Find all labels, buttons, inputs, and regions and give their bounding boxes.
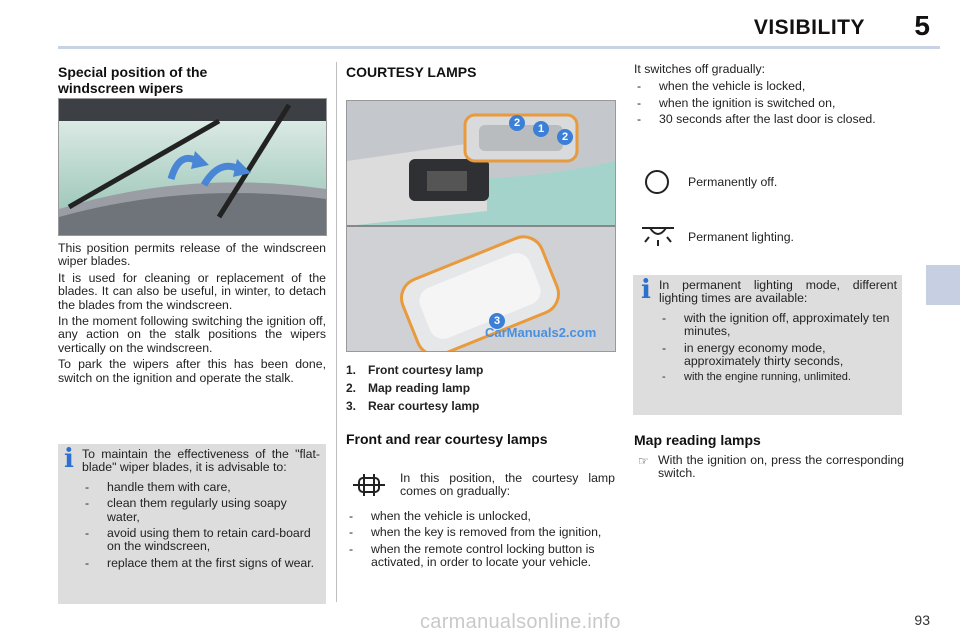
courtesy-lamps-photo (346, 100, 616, 352)
lighting-info-note (633, 275, 902, 415)
map-reading-heading: Map reading lamps (634, 432, 761, 448)
list-item: - when the key is removed from the ignition, (346, 526, 616, 539)
callout-2-right: 2 (557, 129, 573, 145)
site-watermark: carmanualsonline.info (420, 611, 621, 633)
info-icon: i (641, 275, 651, 305)
lamp-legend (346, 363, 606, 417)
list-item: - when the vehicle is locked, (634, 80, 904, 93)
position-description: In this position, the courtesy lamp comes on gradually: (400, 471, 615, 499)
list-item: - clean them regularly using soapy water, (82, 497, 320, 524)
map-reading-instruction (634, 454, 904, 484)
list-item: - avoid using them to retain card-board on the windscreen, (82, 527, 320, 554)
column-divider (336, 62, 337, 602)
note-intro: To maintain the effectiveness of the "flat-blade" wiper blades, it is advisable to: (82, 447, 320, 475)
position-list (346, 510, 616, 573)
wiper-body-text (58, 242, 326, 388)
wiper-section-heading: Special position of the windscreen wipers (58, 64, 208, 96)
chapter-title: VISIBILITY (753, 16, 865, 39)
callout-2-left: 2 (509, 115, 525, 131)
paragraph: To park the wipers after this has been done, switch on the ignition and operate the stalk. (58, 357, 326, 385)
list-item: - with the engine running, unlimited. (659, 371, 897, 384)
wiper-photo (58, 98, 327, 236)
photo-watermark: CarManuals2.com (485, 325, 597, 340)
permanently-off-label: Permanently off. (688, 175, 778, 189)
chapter-tab[interactable] (926, 265, 960, 305)
instruction-text: With the ignition on, press the corresponding switch. (658, 453, 904, 481)
note-intro: In permanent lighting mode, different lighting times are available: (659, 278, 897, 306)
front-rear-heading: Front and rear courtesy lamps (346, 431, 548, 447)
list-item: - when the remote control locking button is activated, in order to locate your vehicle. (346, 543, 616, 570)
pointing-hand-icon: ☞ (638, 454, 649, 468)
legend-item: 3. Rear courtesy lamp (346, 399, 480, 413)
permanent-lighting-icon (640, 224, 676, 248)
list-item: - 30 seconds after the last door is closed. (634, 113, 904, 126)
switch-off-text (634, 63, 904, 130)
callout-3: 3 (489, 313, 505, 329)
chapter-number: 5 (914, 10, 930, 41)
off-position-icon (643, 168, 671, 196)
wiper-info-note (58, 444, 326, 604)
paragraph: It is used for cleaning or replacement of the blades. It can also be useful, in winter, to detach the blades from the windscreen. (58, 270, 326, 312)
courtesy-lamps-heading: COURTESY LAMPS (346, 64, 477, 80)
permanent-lighting-label: Permanent lighting. (688, 230, 794, 244)
list-item: - when the vehicle is unlocked, (346, 510, 616, 523)
legend-item: 1. Front courtesy lamp (346, 363, 484, 377)
page-number: 93 (914, 612, 930, 628)
list-item: - handle them with care, (82, 481, 320, 494)
list-item: - replace them at the first signs of wear. (82, 557, 320, 570)
paragraph: This position permits release of the windscreen wiper blades. (58, 241, 326, 269)
list-item: - in energy economy mode, approximately thirty seconds, (659, 342, 897, 369)
list-item: - when the ignition is switched on, (634, 97, 904, 110)
door-position-icon (352, 472, 386, 498)
callout-1: 1 (533, 121, 549, 137)
switch-off-intro: It switches off gradually: (634, 62, 766, 76)
legend-item: 2. Map reading lamp (346, 381, 471, 395)
info-icon: i (64, 444, 74, 474)
paragraph: In the moment following switching the ignition off, any action on the stalk positions the wipers vertically on the windscreen. (58, 314, 326, 355)
list-item: - with the ignition off, approximately ten minutes, (659, 312, 897, 339)
header-rule (58, 46, 940, 49)
